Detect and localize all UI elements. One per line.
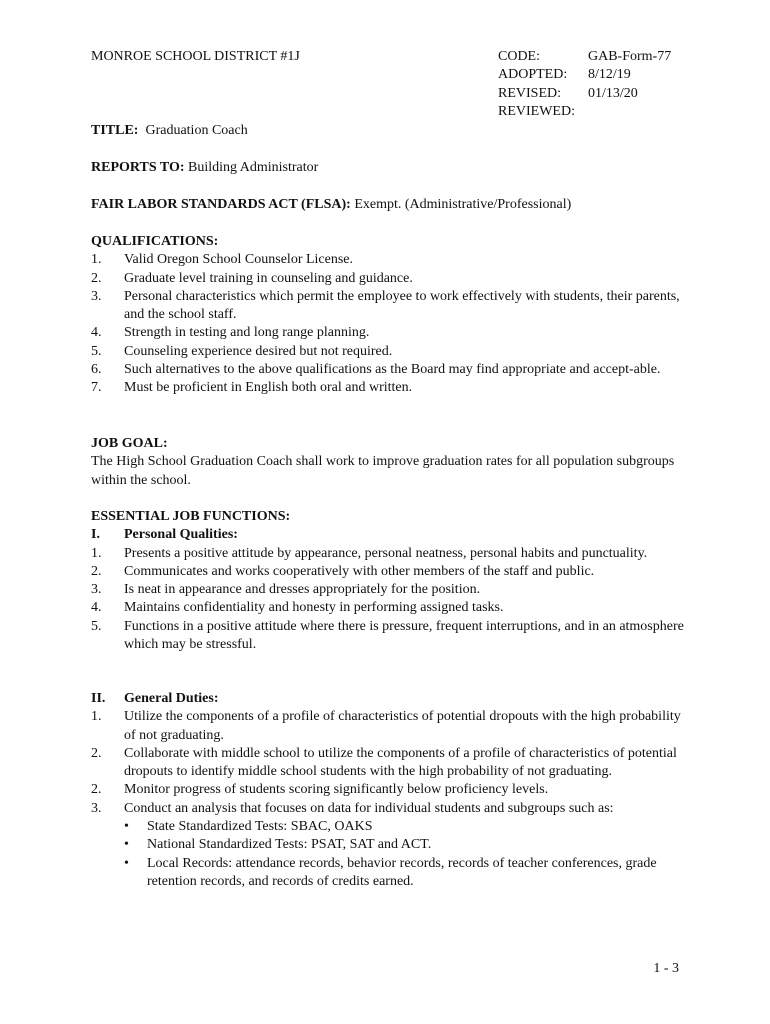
bullet-text: State Standardized Tests: SBAC, OAKS (147, 819, 373, 835)
general-duties-section (91, 690, 691, 891)
item-text: Personal characteristics which permit the employee to work effectively with students, their parents, and the school staff. (124, 288, 680, 323)
document-meta (498, 48, 698, 121)
item-text: Utilize the components of a profile of characteristics of potential dropouts with the high probability of not graduating. (124, 709, 681, 743)
item-number: 3. (91, 288, 102, 304)
list-item (91, 251, 691, 269)
reports-to-value: Building Administrator (188, 160, 319, 175)
list-item (91, 800, 691, 818)
item-number: 2. (91, 563, 102, 579)
meta-label: REVISED: (498, 85, 561, 101)
qualifications-heading: QUALIFICATIONS: (91, 234, 219, 249)
item-text: Graduate level training in counseling and guidance. (124, 270, 413, 286)
item-number: 4. (91, 325, 102, 341)
list-item (91, 581, 691, 599)
section-number: I. (91, 527, 100, 543)
item-text: Collaborate with middle school to utilize the components of a profile of characteristics of potential dropouts to identify middle school students with the high probability of not graduating. (124, 745, 677, 780)
meta-code (498, 48, 698, 66)
item-text: Maintains confidentiality and honesty in performing assigned tasks. (124, 600, 504, 616)
item-text: Functions in a positive attitude where there is pressure, frequent interruptions, and in an atmosphere which may be stressful. (124, 618, 684, 653)
section-title: General Duties: (124, 691, 219, 706)
flsa-label: FAIR LABOR STANDARDS ACT (FLSA): (91, 197, 351, 212)
list-item (91, 563, 691, 581)
item-text: Presents a positive attitude by appearance, personal neatness, personal habits and punctuality. (124, 545, 648, 561)
flsa-line (91, 196, 691, 214)
bullet-text: Local Records: attendance records, behavior records, records of teacher conferences, grade retention records, and records of credits earned. (147, 855, 657, 889)
item-text: Communicates and works cooperatively with other members of the staff and public. (124, 563, 595, 579)
meta-value (588, 103, 698, 121)
meta-value: GAB-Form-77 (588, 49, 672, 64)
job-goal-heading: JOB GOAL: (91, 436, 168, 451)
item-number: 6. (91, 362, 102, 378)
list-item (91, 324, 691, 342)
item-number: 7. (91, 380, 102, 396)
district-name: MONROE SCHOOL DISTRICT #1J (91, 49, 300, 64)
reports-to-line (91, 159, 691, 177)
reports-to-label: REPORTS TO: (91, 160, 185, 175)
item-number: 1. (91, 252, 102, 268)
section-title: Personal Qualities: (124, 527, 238, 543)
flsa-value: Exempt. (Administrative/Professional) (354, 197, 572, 212)
list-item (91, 708, 691, 745)
title-value: Graduation Coach (145, 123, 248, 138)
essential-functions-section (91, 508, 691, 654)
list-item (91, 781, 691, 799)
list-item (91, 745, 691, 782)
bullet-mark: • (124, 837, 129, 853)
item-number: 1. (91, 709, 102, 725)
item-text: Valid Oregon School Counselor License. (124, 252, 354, 268)
section-heading-personal (91, 526, 691, 544)
item-number: 2. (91, 782, 102, 798)
item-number: 5. (91, 618, 102, 634)
item-number: 5. (91, 343, 102, 359)
item-text: Strength in testing and long range planning. (124, 325, 370, 341)
bullet-mark: • (124, 819, 129, 835)
title-line (91, 122, 691, 140)
section-heading-general (91, 690, 691, 708)
job-goal-text: The High School Graduation Coach shall work to improve graduation rates for all population subgroups within the school. (91, 454, 675, 488)
item-number: 2. (91, 270, 102, 286)
item-text: Such alternatives to the above qualifications as the Board may find appropriate and accept-able. (124, 362, 661, 378)
meta-label: CODE: (498, 49, 540, 64)
item-text: Monitor progress of students scoring significantly below proficiency levels. (124, 782, 549, 798)
meta-value: 01/13/20 (588, 85, 638, 101)
item-text: Conduct an analysis that focuses on data for individual students and subgroups such as: (124, 800, 614, 816)
list-item (91, 545, 691, 563)
item-text: Is neat in appearance and dresses appropriately for the position. (124, 582, 481, 598)
page-number: 1 - 3 (653, 961, 679, 976)
list-item (91, 379, 691, 397)
item-number: 3. (91, 800, 102, 816)
meta-revised (498, 85, 698, 103)
list-item (91, 343, 691, 361)
list-item (91, 270, 691, 288)
meta-label: ADOPTED: (498, 67, 568, 83)
item-number: 3. (91, 582, 102, 598)
bullet-item (124, 818, 691, 836)
job-goal-section (91, 435, 691, 490)
list-item (91, 361, 691, 379)
meta-adopted (498, 66, 698, 84)
list-item (91, 288, 691, 325)
bullet-mark: • (124, 855, 129, 871)
list-item (91, 618, 691, 655)
meta-label: REVIEWED: (498, 103, 575, 119)
item-number: 2. (91, 745, 102, 761)
list-item (91, 599, 691, 617)
meta-value: 8/12/19 (588, 67, 631, 83)
title-label: TITLE: (91, 123, 139, 138)
bullet-item (124, 855, 691, 892)
item-number: 1. (91, 545, 102, 561)
item-number: 4. (91, 600, 102, 616)
bullet-list (91, 818, 691, 891)
bullet-text: National Standardized Tests: PSAT, SAT and ACT. (147, 837, 432, 853)
item-text: Counseling experience desired but not required. (124, 343, 393, 359)
section-number: II. (91, 691, 106, 706)
item-text: Must be proficient in English both oral and written. (124, 380, 413, 396)
meta-reviewed (498, 103, 698, 121)
bullet-item (124, 836, 691, 854)
essential-heading: ESSENTIAL JOB FUNCTIONS: (91, 509, 291, 524)
qualifications-section (91, 233, 691, 398)
